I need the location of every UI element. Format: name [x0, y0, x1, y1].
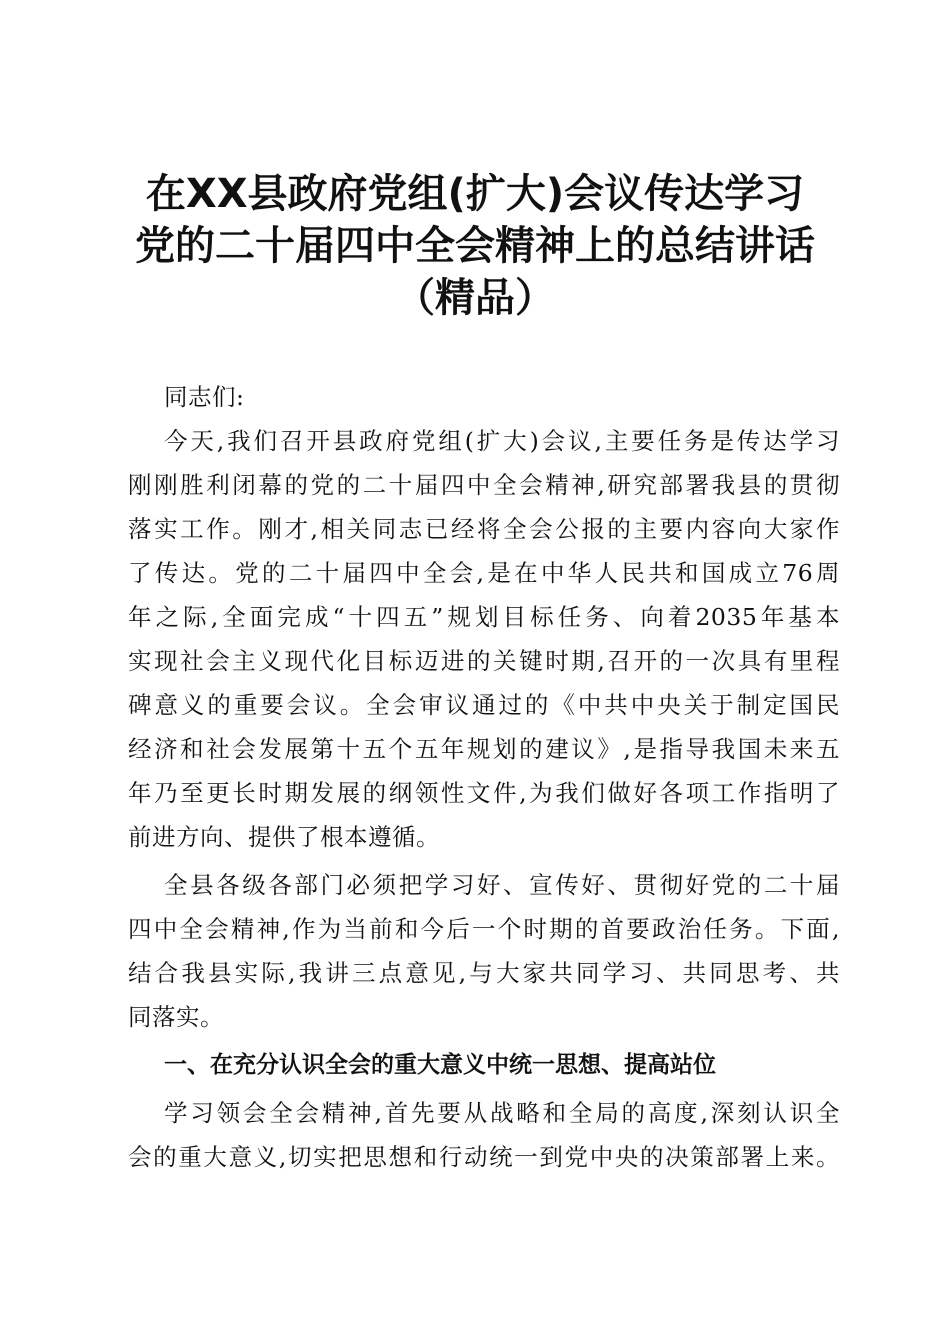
paragraph-line: 了传达。党的二十届四中全会,是在中华人民共和国成立76周: [128, 559, 840, 587]
paragraph-line: 同落实。: [128, 1003, 224, 1031]
section-heading: 一、在充分认识全会的重大意义中统一思想、提高站位: [164, 1052, 716, 1078]
paragraph-line: 实现社会主义现代化目标迈进的关键时期,召开的一次具有里程: [128, 647, 840, 675]
paragraph-line: 前进方向、提供了根本遵循。: [128, 823, 440, 851]
paragraph-line: 今天,我们召开县政府党组(扩大)会议,主要任务是传达学习: [164, 427, 840, 455]
paragraph-line: 会的重大意义,切实把思想和行动统一到党中央的决策部署上来。: [128, 1143, 840, 1171]
paragraph-line: 全县各级各部门必须把学习好、宣传好、贯彻好党的二十届: [164, 871, 840, 899]
title-line-3: （精品）: [395, 275, 555, 321]
paragraph-line: 经济和社会发展第十五个五年规划的建议》,是指导我国未来五: [128, 735, 840, 763]
paragraph-line: 年之际,全面完成“十四五”规划目标任务、向着2035年基本: [128, 603, 840, 631]
paragraph-line: 落实工作。刚才,相关同志已经将全会公报的主要内容向大家作: [128, 515, 840, 543]
paragraph-line: 刚刚胜利闭幕的党的二十届四中全会精神,研究部署我县的贯彻: [128, 471, 840, 499]
paragraph-line: 四中全会精神,作为当前和今后一个时期的首要政治任务。下面,: [128, 915, 840, 943]
paragraph-line: 碑意义的重要会议。全会审议通过的《中共中央关于制定国民: [128, 691, 840, 719]
title-line-1: 在XX县政府党组(扩大)会议传达学习: [145, 171, 805, 217]
document-title: [100, 168, 850, 324]
paragraph-line: 学习领会全会精神,首先要从战略和全局的高度,深刻认识全: [164, 1099, 840, 1127]
title-line-2: 党的二十届四中全会精神上的总结讲话: [135, 223, 815, 269]
salutation: 同志们:: [164, 383, 245, 411]
paragraph-line: 年乃至更长时期发展的纲领性文件,为我们做好各项工作指明了: [128, 779, 840, 807]
paragraph-line: 结合我县实际,我讲三点意见,与大家共同学习、共同思考、共: [128, 959, 840, 987]
